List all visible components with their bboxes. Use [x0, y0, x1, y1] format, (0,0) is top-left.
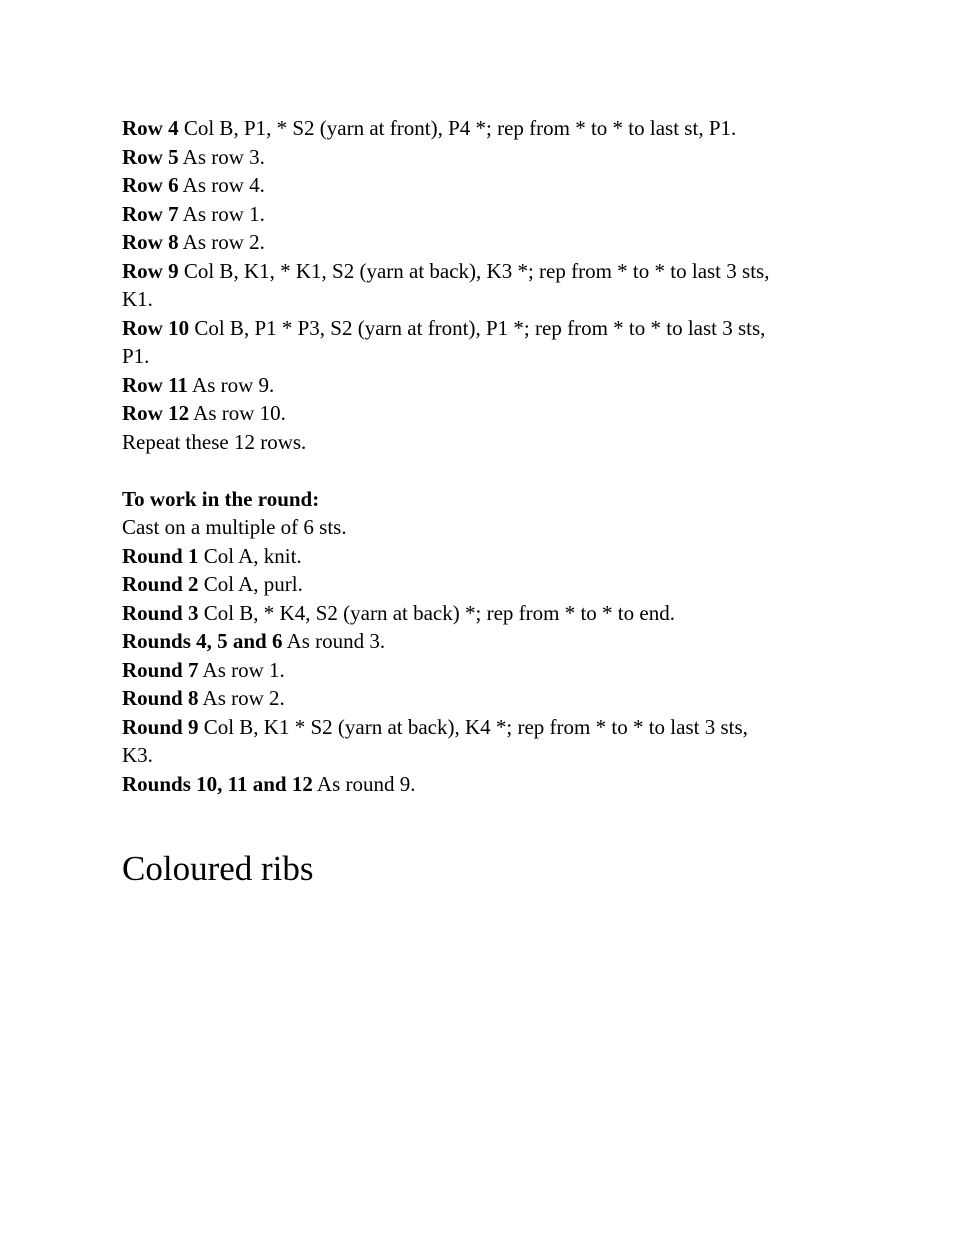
- row-text: Repeat these 12 rows.: [122, 429, 307, 454]
- instruction-line: [122, 228, 862, 257]
- instruction-line: [122, 542, 862, 571]
- round-label: Round 7: [122, 657, 199, 682]
- instruction-line: [122, 257, 862, 286]
- instruction-line: [122, 713, 862, 742]
- row-text: As row 3.: [178, 144, 265, 169]
- round-text: Cast on a multiple of 6 sts.: [122, 515, 347, 539]
- round-text: As round 9.: [312, 771, 416, 796]
- instruction-line: [122, 656, 862, 685]
- row-label: Row 11: [122, 372, 188, 397]
- round-label: Round 9: [122, 714, 199, 739]
- round-label: Rounds 10, 11 and 12: [122, 771, 313, 796]
- document-page: [122, 114, 862, 889]
- instruction-line: [122, 285, 862, 314]
- round-text: As round 3.: [282, 629, 386, 653]
- instruction-line: [122, 399, 862, 428]
- section-heading: [122, 485, 862, 514]
- row-text: Col B, K1, * K1, S2 (yarn at back), K3 *; rep from * to * to last 3 sts,: [178, 258, 770, 283]
- row-text: As row 9.: [187, 372, 275, 397]
- row-label: Row 7: [122, 201, 179, 226]
- row-label: Row 4: [122, 116, 179, 140]
- instruction-line: [122, 627, 862, 656]
- instruction-line: [122, 314, 862, 343]
- instruction-line: [122, 428, 862, 457]
- rows-section: [122, 114, 862, 456]
- instruction-line: [122, 513, 862, 542]
- round-text: As row 1.: [198, 657, 285, 682]
- coloured-ribs-heading: Coloured ribs: [122, 849, 314, 888]
- row-label: Row 5: [122, 144, 179, 169]
- instruction-line: [122, 599, 862, 628]
- row-label: Row 12: [122, 401, 190, 425]
- round-text: Col A, purl.: [198, 572, 303, 596]
- round-text: K3.: [122, 743, 153, 767]
- round-label: Round 3: [122, 600, 199, 625]
- round-label: Round 8: [122, 686, 199, 710]
- instruction-line: [122, 741, 862, 770]
- section-heading-text: To work in the round:: [122, 486, 320, 511]
- instruction-line: [122, 342, 862, 371]
- instruction-line: [122, 143, 862, 172]
- row-text: K1.: [122, 287, 153, 311]
- instruction-line: [122, 171, 862, 200]
- row-label: Row 6: [122, 173, 179, 197]
- round-text: As row 2.: [198, 686, 285, 710]
- row-label: Row 8: [122, 230, 179, 254]
- row-text: Col B, P1 * P3, S2 (yarn at front), P1 *; rep from * to * to last 3 sts,: [189, 315, 766, 340]
- round-label: Round 1: [122, 543, 199, 568]
- round-section: [122, 485, 862, 799]
- round-label: Rounds 4, 5 and 6: [122, 629, 283, 653]
- round-text: Col B, * K4, S2 (yarn at back) *; rep from * to * to end.: [198, 600, 675, 625]
- row-text: Col B, P1, * S2 (yarn at front), P4 *; rep from * to * to last st, P1.: [178, 116, 737, 140]
- row-text: As row 4.: [178, 173, 265, 197]
- instruction-line: [122, 684, 862, 713]
- instruction-line: [122, 114, 862, 143]
- paragraph-gap: [122, 456, 862, 485]
- row-text: As row 1.: [178, 201, 265, 226]
- round-label: Round 2: [122, 572, 199, 596]
- instruction-line: [122, 770, 862, 799]
- row-label: Row 10: [122, 315, 190, 340]
- round-text: Col B, K1 * S2 (yarn at back), K4 *; rep from * to * to last 3 sts,: [198, 714, 748, 739]
- row-text: P1.: [122, 344, 150, 368]
- row-text: As row 10.: [189, 401, 286, 425]
- round-text: Col A, knit.: [198, 543, 302, 568]
- row-label: Row 9: [122, 258, 179, 283]
- row-text: As row 2.: [178, 230, 265, 254]
- instruction-line: [122, 200, 862, 229]
- instruction-line: [122, 371, 862, 400]
- instruction-line: [122, 570, 862, 599]
